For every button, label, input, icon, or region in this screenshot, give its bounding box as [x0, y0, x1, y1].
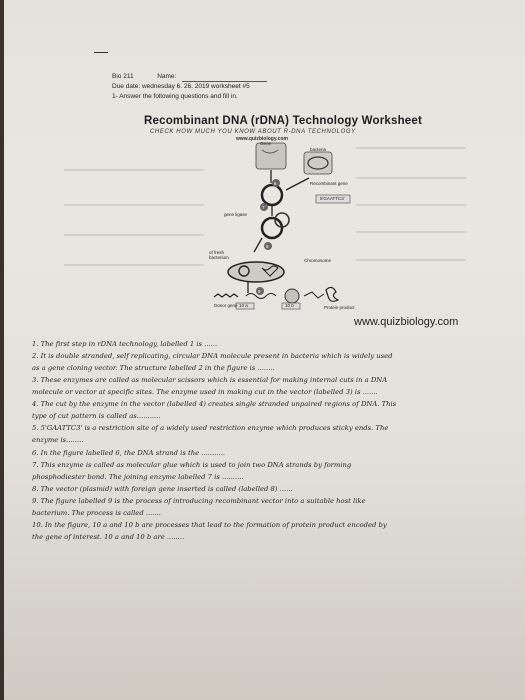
question-line: 7. This enzyme is called as molecular glue which is used to join two DNA strands by forming [32, 461, 352, 469]
label-10a: 10 a [239, 303, 248, 308]
label-protein-product: Protein product [324, 305, 355, 310]
question-line: type of cut pattern is called as........... [32, 412, 161, 420]
label-num8: 8 [266, 244, 269, 249]
worksheet-subtitle: CHECK HOW MUCH YOU KNOW ABOUT R-DNA TECHNOLOGY [150, 129, 356, 135]
protein-squiggle [326, 287, 338, 301]
question-line: 2. It is double stranded, self replicating, circular DNA molecule present in bacteria which is widely used [32, 352, 393, 360]
question-line: 6. In the figure labelled 6, the DNA strand is the ........... [32, 449, 226, 457]
label-sticky-sequence: 5'GAATTC3' [320, 196, 345, 201]
label-donor-gene: Donor gene [214, 303, 238, 308]
site-url-small: www.quizbiology.com [236, 136, 288, 142]
worksheet-title: Recombinant DNA (rDNA) Technology Worksheet [144, 115, 423, 127]
label-chromosome: Chromosome [304, 258, 332, 263]
question-line: 5. 5'GAATTC3' is a restriction site of a widely used restriction enzyme which produces sticky ends. The [32, 424, 389, 432]
host-bacterium [228, 262, 284, 282]
answer-lines-right [356, 148, 466, 260]
donor-gene-strand [214, 294, 238, 297]
label-10b: 10 b [285, 303, 294, 308]
due-date-line: Due date: wednesday 6. 26. 2019 worksheet #5 [112, 83, 250, 90]
instruction-text: 1- Answer the following questions and fill in. [112, 93, 238, 100]
answer-lines-left [64, 170, 204, 265]
question-line: the gene of interest. 10 a and 10 b are ........ [32, 533, 185, 541]
label-num9: 9 [258, 289, 261, 294]
question-line: 9. The figure labelled 9 is the process of introducing recombinant vector into a suitable host like [32, 497, 366, 505]
plasmid-circle [262, 185, 282, 205]
question-line: 8. The vector (plasmid) with foreign gene inserted is called (labelled 8) ...... [32, 485, 293, 493]
label-bacteria: bacteria [310, 147, 327, 152]
recombinant-plasmid-circle [262, 218, 282, 238]
question-line: 4. The cut by the enzyme in the vector (labelled 4) creates single stranded unpaired regions of DNA. This [32, 400, 397, 408]
name-label: Name: [157, 73, 177, 80]
label-gene: Gene [260, 141, 272, 146]
course-label: Bio 211 [112, 73, 134, 80]
question-line: phosphodiester bond. The joining enzyme labelled 7 is .......... [32, 473, 244, 481]
label-fresh-bacterium: of fresh bacterium [209, 250, 229, 260]
label-num6: 6 [274, 181, 277, 186]
question-line: as a gene cloning vector. The structure labelled 2 in the figure is ........ [32, 364, 275, 372]
rdna-diagram [4, 0, 525, 700]
question-line: 3. These enzymes are called as molecular scissors which is essential for making internal cuts in a DNA [32, 376, 388, 384]
ribosome [285, 289, 299, 303]
label-num7: 7 [262, 205, 265, 210]
worksheet-page [4, 0, 525, 700]
gene-box [256, 143, 286, 169]
question-line: 1. The first step in rDNA technology, labelled 1 is ...... [32, 340, 218, 348]
question-line: 10. In the figure, 10 a and 10 b are processes that lead to the formation of protein product encoded by [32, 521, 387, 529]
question-line: molecule or vector at specific sites. The enzyme used in making cut in the vector (labelled 3) is ....... [32, 388, 378, 396]
label-gene-ligase: gene ligase [224, 212, 248, 217]
question-line: enzyme is........ [32, 436, 84, 444]
question-line: bacterium. The process is called ....... [32, 509, 161, 517]
label-recombinant-gene: Recombinant gene [310, 181, 348, 186]
site-url-large: www.quizbiology.com [354, 316, 459, 328]
